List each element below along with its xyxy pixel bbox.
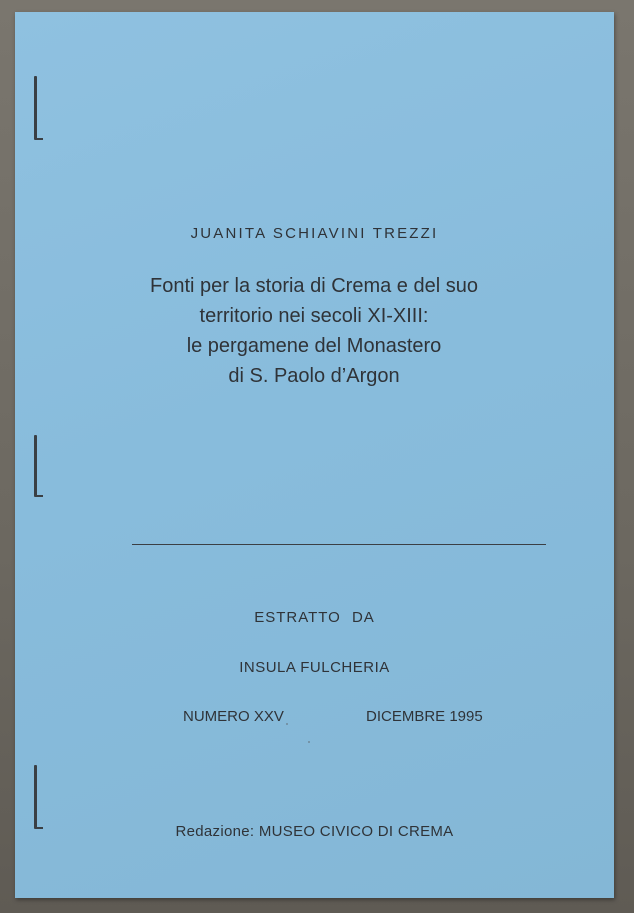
staple-middle (34, 435, 37, 497)
staple-top (34, 76, 37, 140)
divider-rule (132, 544, 546, 545)
issue-date: DICEMBRE 1995 (366, 708, 483, 725)
extract-label: ESTRATTO DA (254, 609, 375, 626)
journal-name: INSULA FULCHERIA (239, 659, 390, 676)
paper-speck (286, 723, 288, 725)
staple-top-foot (36, 138, 43, 140)
booklet-cover (15, 12, 614, 898)
paper-speck (308, 741, 310, 743)
author-name: JUANITA SCHIAVINI TREZZI (190, 225, 439, 242)
issue-number: NUMERO XXV (183, 708, 284, 725)
title-line-2: territorio nei secoli XI-XIII: (199, 305, 429, 327)
title-line-1: Fonti per la storia di Crema e del suo (150, 275, 478, 297)
staple-bottom (34, 765, 37, 829)
staple-middle-foot (36, 495, 43, 497)
booklet-title (95, 271, 533, 391)
title-line-3: le pergamene del Monastero (186, 335, 442, 357)
title-line-4: di S. Paolo d’Argon (228, 365, 400, 387)
editorial-office: Redazione: MUSEO CIVICO DI CREMA (175, 823, 454, 840)
